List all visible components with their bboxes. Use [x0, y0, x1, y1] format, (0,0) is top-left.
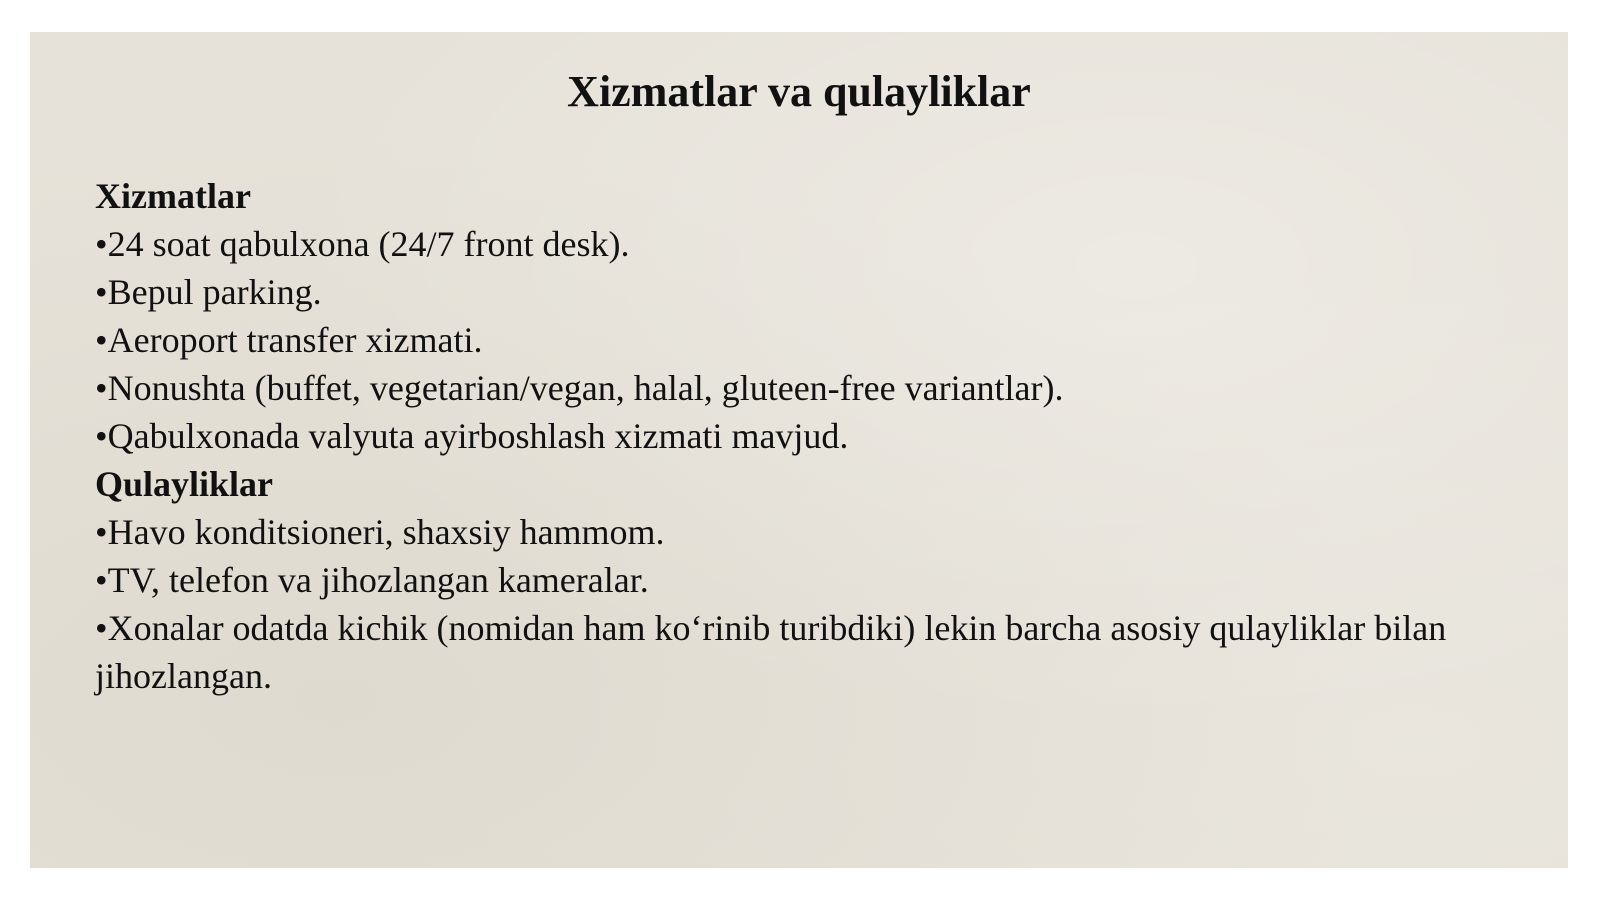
list-item-text: TV, telefon va jihozlangan kameralar. [107, 560, 649, 600]
list-item [95, 220, 1535, 268]
bullet-glyph: • [95, 416, 108, 456]
slide-title: Xizmatlar va qulayliklar [567, 67, 1031, 116]
slide [30, 32, 1568, 868]
bullet-glyph: • [95, 272, 108, 312]
section-heading-qulayliklar: Qulayliklar [95, 464, 274, 504]
list-item [95, 412, 1535, 460]
bullet-glyph: • [95, 368, 108, 408]
list-item-text: Nonushta (buffet, vegetarian/vegan, halal, gluteen-free variantlar). [107, 368, 1064, 408]
list-item [95, 268, 1535, 316]
list-item-text: Xonalar odatda kichik (nomidan ham koʻrinib turibdiki) lekin barcha asosiy qulayliklar bilan jihozlangan. [95, 608, 1447, 696]
list-item-text: 24 soat qabulxona (24/7 front desk). [107, 224, 630, 264]
bullet-glyph: • [95, 512, 108, 552]
list-item-text: Bepul parking. [107, 272, 322, 312]
list-item [95, 316, 1535, 364]
slide-body [95, 172, 1535, 700]
list-item [95, 508, 1535, 556]
list-item [95, 364, 1535, 412]
list-item-text: Qabulxonada valyuta ayirboshlash xizmati mavjud. [107, 416, 849, 456]
list-item [95, 556, 1535, 604]
bullet-glyph: • [95, 560, 108, 600]
bullet-glyph: • [95, 224, 108, 264]
bullet-glyph: • [95, 608, 108, 648]
amenities-list [95, 508, 1535, 700]
list-item-text: Havo konditsioneri, shaxsiy hammom. [107, 512, 665, 552]
bullet-glyph: • [95, 320, 108, 360]
list-item [95, 604, 1535, 700]
services-list [95, 220, 1535, 460]
section-heading-xizmatlar: Xizmatlar [95, 176, 251, 216]
list-item-text: Aeroport transfer xizmati. [107, 320, 483, 360]
